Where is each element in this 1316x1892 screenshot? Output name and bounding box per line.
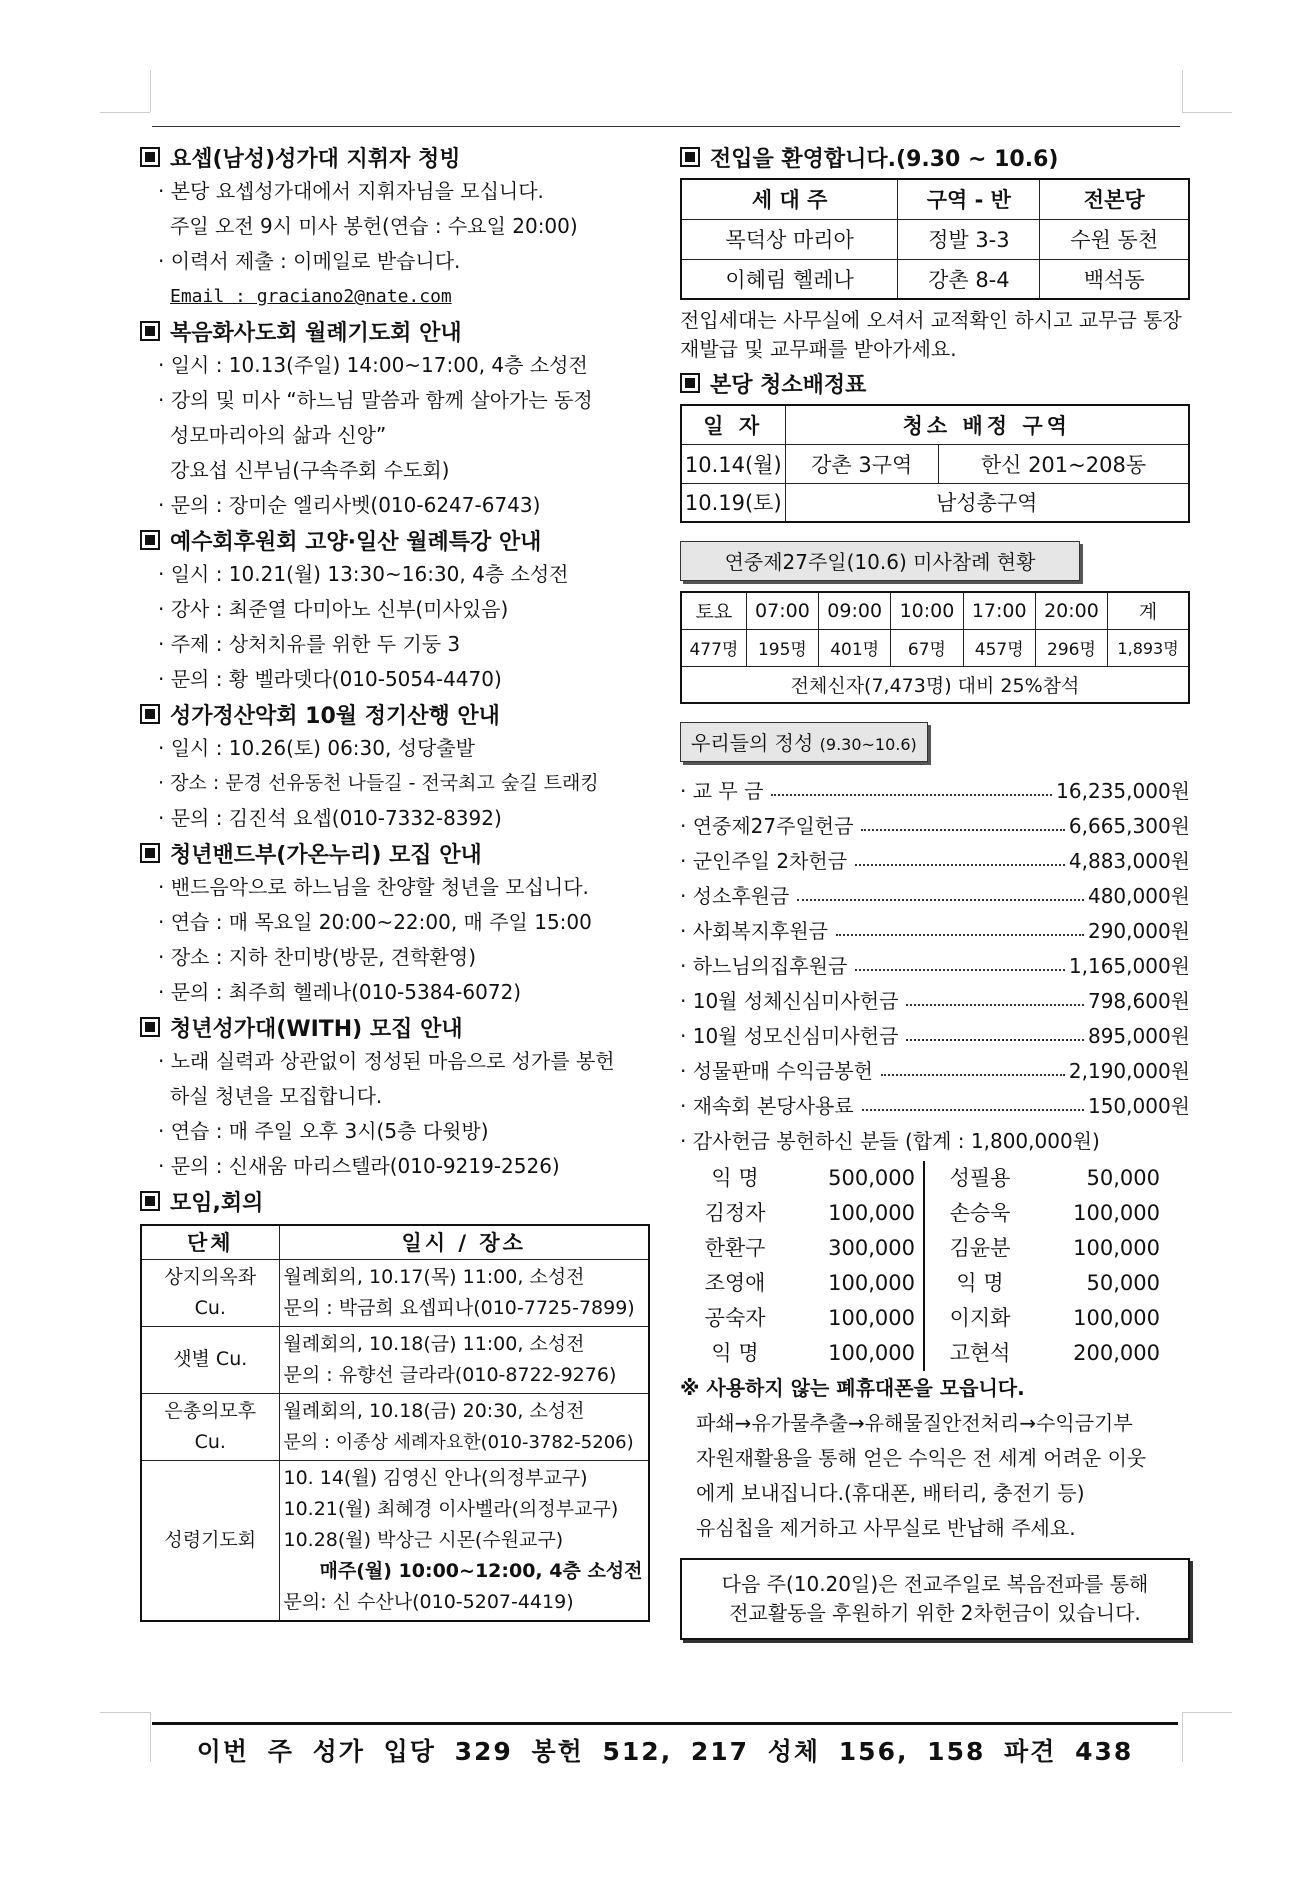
hiking-section [140, 697, 650, 836]
list-item: · 10월 성모신심미사헌금 895,000원 [680, 1024, 1190, 1048]
section-title: 예수회후원회 고양·일산 월례특강 안내 [140, 523, 650, 557]
table-header: 일 자 [681, 405, 785, 444]
table-row [681, 444, 1189, 483]
crop-mark [100, 1712, 150, 1713]
crop-mark [1182, 1712, 1232, 1713]
text-line: · 문의 : 김진석 요셉(010-7332-8392) [158, 806, 502, 830]
left-column [140, 140, 650, 1622]
table-cell: 10.14(월) [681, 444, 785, 483]
section-title: ※ 사용하지 않는 폐휴대폰을 모읍니다. [680, 1376, 1025, 1400]
table-cell: 401명 [819, 629, 891, 666]
detail-cell [279, 1326, 649, 1393]
table-cell: 10.19(토) [681, 483, 785, 522]
table-cell: 수원 동천 [1040, 219, 1189, 259]
table-cell: 정발 3-3 [898, 219, 1040, 259]
band-section [140, 836, 650, 1010]
detail-line: 문의 : 유향선 글라라(010-8722-9276) [283, 1363, 617, 1386]
list-item: · 10월 성체신심미사헌금 798,600원 [680, 989, 1190, 1013]
list-item: · 성소후원금 480,000원 [680, 884, 1190, 908]
offering-section [680, 722, 1190, 1371]
group-cell: 상지의옥좌 Cu. [141, 1259, 279, 1326]
section-title: 성가정산악회 10월 정기산행 안내 [140, 697, 650, 731]
cleaning-section [680, 366, 1190, 523]
notice-box [680, 1558, 1190, 1640]
table-header: 구역 - 반 [898, 179, 1040, 219]
text-line: · 연습 : 매 주일 오후 3시(5층 다윗방) [158, 1119, 489, 1143]
text-line: 하실 청년을 모집합니다. [170, 1084, 383, 1108]
square-bullet-icon [140, 1191, 160, 1211]
table-cell: 195명 [746, 629, 818, 666]
text-line: · 주제 : 상처치유를 위한 두 기둥 3 [158, 632, 461, 656]
text-line: 다음 주(10.20일)은 전교주일로 복음전파를 통해 [721, 1572, 1149, 1596]
section-title: 본당 청소배정표 [680, 366, 1190, 400]
thanks-line: · 감사헌금 봉헌하신 분들 (합계 : 1,800,000원) [680, 1129, 1100, 1153]
detail-line: 문의 : 박금희 요셉피나(010-7725-7899) [283, 1296, 635, 1319]
text-line: 주일 오전 9시 미사 봉헌(연습 : 수요일 20:00) [170, 214, 578, 238]
detail-line: 10.28(월) 박상근 시몬(수원교구) [283, 1528, 564, 1551]
list-item: 한환구 300,000 [704, 1236, 915, 1260]
detail-line: 월례회의, 10.18(금) 20:30, 소성전 [283, 1399, 585, 1422]
square-bullet-icon [140, 1017, 160, 1037]
square-bullet-icon [140, 704, 160, 724]
list-item: 이지화 100,000 [949, 1306, 1160, 1330]
text-line: · 일시 : 10.26(토) 06:30, 성당출발 [158, 736, 475, 760]
table-row [141, 1393, 649, 1460]
list-item: · 재속회 본당사용료 150,000원 [680, 1094, 1190, 1118]
table-cell: 이혜림 헬레나 [681, 259, 898, 299]
table-row [141, 1259, 649, 1326]
table-row [141, 1326, 649, 1393]
list-item: 손승욱 100,000 [949, 1201, 1160, 1225]
table-row [681, 259, 1189, 299]
cleaning-table [680, 404, 1190, 523]
welcome-note: 전입세대는 사무실에 오셔서 교적확인 하시고 교무금 통장 재발급 및 교무패를 받아가세요. [680, 308, 1182, 361]
text-line: · 장소 : 지하 찬미방(방문, 견학환영) [158, 945, 477, 969]
list-item: 익 명 100,000 [711, 1341, 915, 1365]
list-item: · 사회복지후원금 290,000원 [680, 919, 1190, 943]
table-header: 계 [1108, 592, 1189, 629]
table-cell: 백석동 [1040, 259, 1189, 299]
jesuit-section [140, 523, 650, 697]
table-cell: 296명 [1035, 629, 1107, 666]
square-bullet-icon [680, 373, 700, 393]
table-row [681, 666, 1189, 703]
meetings-section [140, 1184, 650, 1622]
detail-line: 월례회의, 10.17(목) 11:00, 소성전 [283, 1265, 585, 1288]
table-header: 일시 / 장소 [279, 1225, 649, 1259]
list-item: 고현석 200,000 [949, 1341, 1160, 1365]
table-header: 전본당 [1040, 179, 1189, 219]
text-line: · 노래 실력과 상관없이 정성된 마음으로 성가를 봉헌 [158, 1049, 615, 1073]
detail-line: 문의 : 이종상 세례자요한(010-3782-5206) [283, 1431, 634, 1453]
donor-list [680, 1161, 1190, 1371]
detail-line: 10. 14(월) 김영신 안나(의정부교구) [283, 1466, 588, 1489]
with-choir-section [140, 1010, 650, 1184]
list-item: 김윤분 100,000 [949, 1236, 1160, 1260]
square-bullet-icon [140, 147, 160, 167]
table-row [141, 1460, 649, 1621]
table-cell: 1,893명 [1108, 629, 1189, 666]
crop-mark [150, 1712, 151, 1762]
square-bullet-icon [680, 147, 700, 167]
table-header: 토요 [681, 592, 746, 629]
text-line: · 강의 및 미사 “하느님 말씀과 함께 살아가는 동정 [158, 388, 593, 412]
hymn-footer: 이번 주 성가 입당 329 봉헌 512, 217 성체 156, 158 파견 438 [196, 1737, 1134, 1766]
table-cell: 강촌 8-4 [898, 259, 1040, 299]
list-item: · 성물판매 수익금봉헌 2,190,000원 [680, 1059, 1190, 1083]
detail-line: 매주(월) 10:00~12:00, 4층 소성전 [319, 1559, 643, 1582]
evangelist-section [140, 314, 650, 523]
offering-list [680, 774, 1190, 1159]
table-cell: 457명 [963, 629, 1035, 666]
group-cell: 은총의모후 Cu. [141, 1393, 279, 1460]
square-bullet-icon [140, 843, 160, 863]
text-line: 강요섭 신부님(구속주회 수도회) [170, 458, 450, 482]
offering-label: 우리들의 정성 (9.30~10.6) [680, 722, 928, 762]
text-line: · 문의 : 신새움 마리스텔라(010-9219-2526) [158, 1154, 560, 1178]
table-row [681, 483, 1189, 522]
table-cell: 67명 [891, 629, 963, 666]
text-line: · 일시 : 10.13(주일) 14:00~17:00, 4층 소성전 [158, 353, 588, 377]
crop-mark [1182, 112, 1232, 113]
list-item: · 군인주일 2차헌금 4,883,000원 [680, 849, 1190, 873]
list-item: 익 명 50,000 [956, 1271, 1160, 1295]
text-line: 자원재활용을 통해 얻은 수익은 전 세계 어려운 이웃 [696, 1446, 1147, 1470]
detail-line: 월례회의, 10.18(금) 11:00, 소성전 [283, 1332, 585, 1355]
group-cell: 성령기도회 [141, 1460, 279, 1621]
bottom-rule [152, 1722, 1178, 1725]
table-cell: 전체신자(7,473명) 대비 25%참석 [681, 666, 1189, 703]
text-line: · 문의 : 장미순 엘리사벳(010-6247-6743) [158, 493, 541, 517]
text-line: 성모마리아의 삶과 신앙” [170, 423, 387, 447]
text-line: 유심칩을 제거하고 사무실로 반납해 주세요. [696, 1516, 1076, 1540]
list-item: 조영애 100,000 [704, 1271, 915, 1295]
email-link[interactable]: Email : graciano2@nate.com [170, 286, 452, 307]
table-row [681, 629, 1189, 666]
list-item: 성필용 50,000 [949, 1166, 1160, 1190]
table-cell: 한신 201~208동 [938, 444, 1189, 483]
table-header: 09:00 [819, 592, 891, 629]
table-header: 20:00 [1035, 592, 1107, 629]
table-header: 07:00 [746, 592, 818, 629]
donor-column [925, 1161, 1170, 1371]
text-line: · 문의 : 최주희 헬레나(010-5384-6072) [158, 980, 522, 1004]
text-line: 전교활동을 후원하기 위한 2차헌금이 있습니다. [729, 1601, 1141, 1625]
text-line: · 강사 : 최준열 다미아노 신부(미사있음) [158, 597, 509, 621]
table-header: 청소 배정 구역 [785, 405, 1189, 444]
square-bullet-icon [140, 321, 160, 341]
text-line: · 본당 요셉성가대에서 지휘자님을 모십니다. [158, 179, 544, 203]
text-line: · 장소 : 문경 선유동천 나들길 - 전국최고 숲길 트래킹 [158, 772, 599, 794]
donor-column [680, 1161, 925, 1371]
section-title: 청년성가대(WITH) 모집 안내 [140, 1010, 650, 1044]
mass-section [680, 541, 1190, 704]
welcome-section [680, 140, 1190, 364]
mass-label: 연중제27주일(10.6) 미사참례 현황 [680, 541, 1080, 581]
text-line: 파쇄→유가물추출→유해물질안전처리→수익금기부 [696, 1411, 1133, 1435]
section-title: 전입을 환영합니다.(9.30 ~ 10.6) [680, 140, 1190, 174]
list-item: · 하느님의집후원금 1,165,000원 [680, 954, 1190, 978]
mass-table [680, 591, 1190, 704]
section-title: 청년밴드부(가온누리) 모집 안내 [140, 836, 650, 870]
detail-cell [279, 1259, 649, 1326]
section-title: 복음화사도회 월례기도회 안내 [140, 314, 650, 348]
table-cell: 477명 [681, 629, 746, 666]
detail-cell [279, 1393, 649, 1460]
section-title: 요셉(남성)성가대 지휘자 청빙 [140, 140, 650, 174]
list-item: · 교 무 금 16,235,000원 [680, 779, 1190, 803]
table-cell: 남성총구역 [785, 483, 1189, 522]
phones-section [680, 1371, 1190, 1546]
meetings-table [140, 1224, 650, 1622]
crop-mark [100, 112, 150, 113]
list-item: 김정자 100,000 [704, 1201, 915, 1225]
top-rule [152, 126, 1180, 127]
table-header: 10:00 [891, 592, 963, 629]
text-line: · 연습 : 매 목요일 20:00~22:00, 매 주일 15:00 [158, 910, 592, 934]
list-item: 공숙자 100,000 [704, 1306, 915, 1330]
table-cell: 강촌 3구역 [785, 444, 938, 483]
welcome-table [680, 178, 1190, 300]
text-line: · 일시 : 10.21(월) 13:30~16:30, 4층 소성전 [158, 562, 569, 586]
crop-mark [150, 70, 151, 112]
detail-line: 10.21(월) 최혜경 이사벨라(의정부교구) [283, 1497, 619, 1520]
right-column [680, 140, 1190, 1640]
table-header: 17:00 [963, 592, 1035, 629]
detail-cell [279, 1460, 649, 1621]
crop-mark [1182, 70, 1183, 112]
text-line: · 이력서 제출 : 이메일로 받습니다. [158, 249, 461, 273]
group-cell: 샛별 Cu. [141, 1326, 279, 1393]
square-bullet-icon [140, 530, 160, 550]
joseph-choir-section [140, 140, 650, 314]
detail-line: 문의: 신 수산나(010-5207-4419) [283, 1590, 574, 1613]
table-header: 단체 [141, 1225, 279, 1259]
text-line: · 밴드음악으로 하느님을 찬양할 청년을 모십니다. [158, 875, 589, 899]
crop-mark [1182, 1712, 1183, 1762]
section-title: 모임,회의 [140, 1184, 650, 1218]
text-line: · 문의 : 황 벨라뎃다(010-5054-4470) [158, 667, 502, 691]
list-item: 익 명 500,000 [711, 1166, 915, 1190]
table-row [681, 219, 1189, 259]
table-cell: 목덕상 마리아 [681, 219, 898, 259]
table-header: 세 대 주 [681, 179, 898, 219]
list-item: · 연중제27주일헌금 6,665,300원 [680, 814, 1190, 838]
text-line: 에게 보내집니다.(휴대폰, 배터리, 충전기 등) [696, 1481, 1085, 1505]
